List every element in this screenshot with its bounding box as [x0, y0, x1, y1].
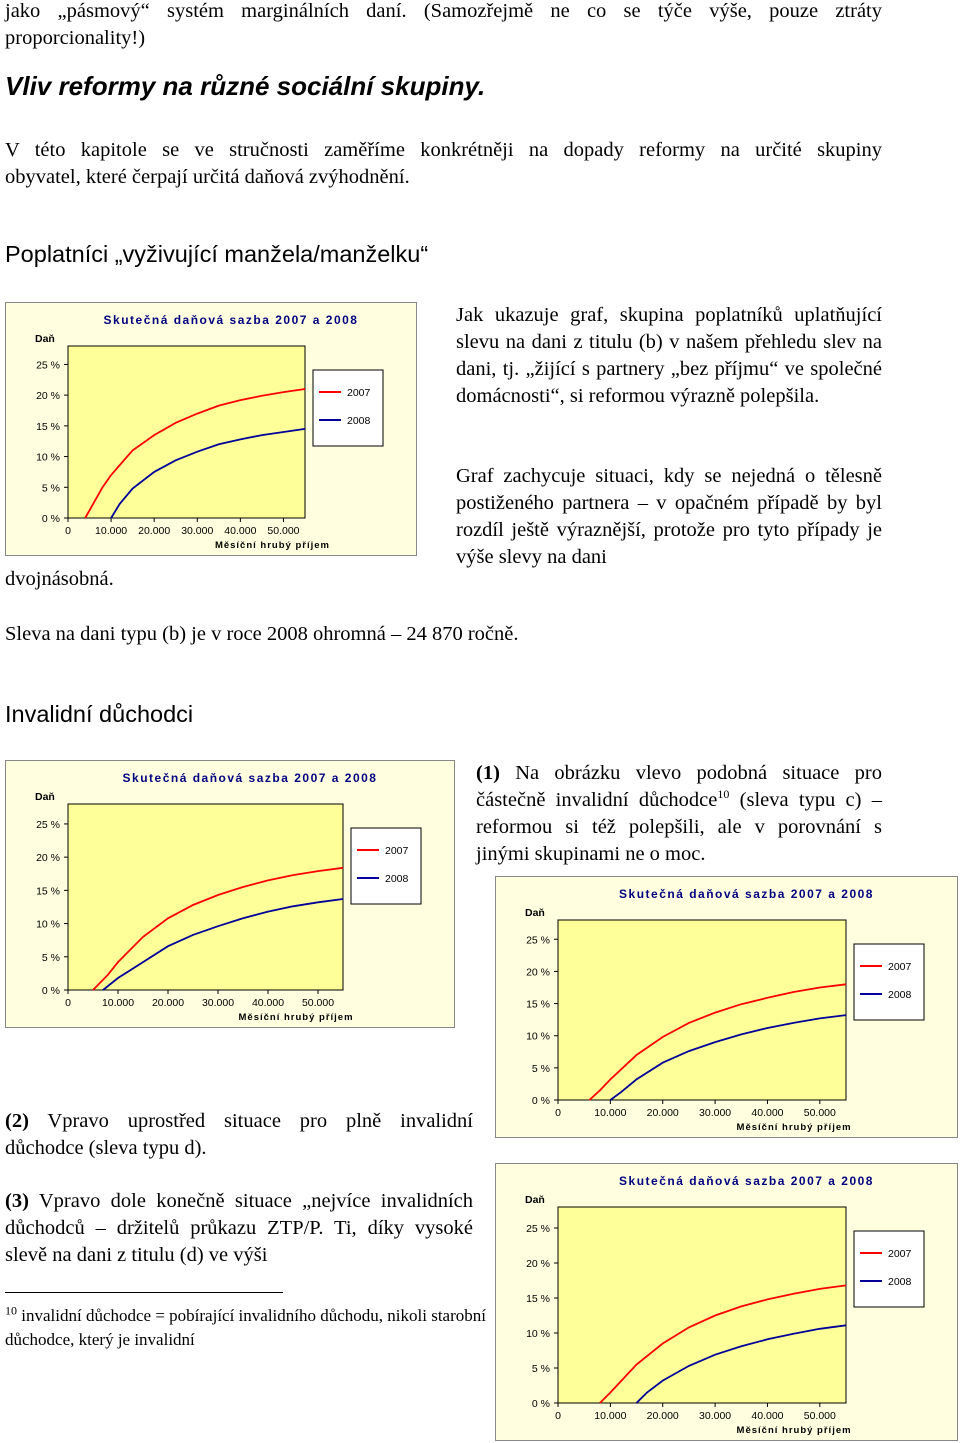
footnote-rule: [5, 1292, 283, 1293]
item-1-text-2: (sleva typu c) – reformou si též polepšili, ale v porovnání s jinými skupinami ne o moc.: [476, 789, 882, 865]
chart-title: Skutečná daňová sazba 2007 a 2008: [619, 887, 874, 901]
y-tick-label: 0 %: [41, 513, 60, 525]
sub1-heading: Poplatníci „vyživující manžela/manželku“: [5, 241, 429, 267]
legend-label-2008: 2008: [385, 873, 409, 885]
chart-2-svg: [5, 760, 455, 1028]
x-tick-label: 0: [555, 1410, 561, 1422]
x-tick-label: 50.000: [803, 1410, 836, 1422]
sub2-heading: Invalidní důchodci: [5, 701, 194, 727]
y-tick-label: 5 %: [41, 951, 60, 964]
chart-3: [495, 876, 958, 1138]
plot-area: [558, 920, 846, 1100]
section-para-line-2: obyvatel, které čerpají určitá daňová zvýhodnění.: [5, 166, 410, 188]
legend-label-2008: 2008: [888, 989, 912, 1001]
y-tick-label: 5 %: [531, 1363, 550, 1375]
legend-label-2008: 2008: [347, 415, 371, 427]
plot-area: [558, 1207, 846, 1403]
x-tick-label: 10.000: [101, 997, 135, 1009]
x-tick-label: 10.000: [95, 525, 128, 537]
chart-3-svg: [495, 876, 958, 1138]
legend-box: [854, 944, 924, 1020]
y-tick-label: 20 %: [526, 966, 550, 979]
x-tick-label: 20.000: [646, 1107, 679, 1119]
y-tick-label: 25 %: [526, 934, 550, 947]
x-tick-label: 40.000: [751, 1410, 784, 1422]
y-tick-label: 20 %: [36, 852, 60, 865]
x-tick-label: 0: [555, 1107, 561, 1119]
x-tick-label: 0: [65, 525, 71, 537]
sub2-item-3: [5, 1188, 473, 1269]
chart-1: [5, 302, 417, 556]
chart-title: Skutečná daňová sazba 2007 a 2008: [122, 771, 378, 785]
x-tick-label: 30.000: [201, 997, 235, 1009]
intro-line-1: jako „pásmový“ systém marginálních daní. (Samozřejmě ne co se týče výše, pouze ztráty: [5, 0, 882, 22]
footnote-ref: 10: [717, 787, 730, 802]
sub1-para-2: Graf zachycuje situaci, kdy se nejedná o tělesně postiženého partnera – v opačném případě by byl rozdíl ještě výraznější, protože pro tyto případy je výše slevy na dani: [456, 465, 882, 568]
footnote-number: 10: [5, 1303, 17, 1318]
y-tick-label: 25 %: [36, 818, 60, 831]
legend-box: [351, 828, 421, 904]
y-axis-label: Daň: [525, 907, 545, 919]
x-axis-label: Měsíční hrubý příjem: [238, 1012, 354, 1023]
chart-title: Skutečná daňová sazba 2007 a 2008: [619, 1174, 874, 1188]
x-tick-label: 30.000: [699, 1410, 732, 1422]
y-tick-label: 10 %: [526, 1030, 550, 1043]
legend-label-2007: 2007: [888, 1248, 912, 1260]
section-para-line-1: V této kapitole se ve stručnosti zaměříme konkrétněji na dopady reformy na určité skupiny: [5, 139, 882, 161]
x-tick-label: 40.000: [251, 997, 285, 1009]
chart-title: Skutečná daňová sazba 2007 a 2008: [103, 313, 359, 327]
legend-label-2007: 2007: [347, 387, 371, 399]
plot-area: [68, 346, 305, 518]
y-tick-label: 25 %: [526, 1223, 550, 1235]
sub2-item-2: [5, 1108, 473, 1162]
x-tick-label: 0: [65, 997, 71, 1009]
x-tick-label: 40.000: [751, 1107, 784, 1119]
y-tick-label: 0 %: [531, 1095, 550, 1107]
legend-box: [313, 370, 383, 446]
y-axis-label: Daň: [35, 791, 55, 803]
x-tick-label: 10.000: [594, 1410, 627, 1422]
legend-label-2007: 2007: [385, 845, 409, 857]
y-tick-label: 15 %: [526, 1293, 550, 1305]
x-tick-label: 50.000: [301, 997, 335, 1009]
x-axis-label: Měsíční hrubý příjem: [214, 540, 330, 551]
y-tick-label: 15 %: [526, 998, 550, 1011]
sub1-para-2-end: dvojnásobná.: [5, 568, 114, 590]
x-tick-label: 40.000: [224, 525, 257, 537]
x-axis-label: Měsíční hrubý příjem: [736, 1425, 852, 1436]
x-tick-label: 20.000: [151, 997, 185, 1009]
y-tick-label: 5 %: [531, 1062, 550, 1075]
y-tick-label: 0 %: [531, 1398, 550, 1410]
x-tick-label: 50.000: [803, 1107, 836, 1119]
y-axis-label: Daň: [35, 333, 55, 345]
x-tick-label: 30.000: [181, 525, 214, 537]
item-1-label: (1): [476, 762, 500, 784]
x-tick-label: 30.000: [699, 1107, 732, 1119]
chart-4-svg: [495, 1163, 958, 1441]
item-2-label: (2): [5, 1110, 29, 1132]
plot-area: [68, 804, 343, 990]
x-tick-label: 20.000: [646, 1410, 679, 1422]
legend-label-2008: 2008: [888, 1276, 912, 1288]
item-3-label: (3): [5, 1190, 29, 1212]
sub1-summary: Sleva na dani typu (b) je v roce 2008 ohromná – 24 870 ročně.: [5, 623, 519, 645]
y-tick-label: 15 %: [36, 420, 60, 433]
sub1-para-1: Jak ukazuje graf, skupina poplatníků uplatňující slevu na dani z titulu (b) v našem přehledu slev na dani, tj. „žijící s partnery „bez příjmu“ ve společné domácnosti“, si reformou výrazně polepšila.: [456, 304, 882, 407]
chart-1-svg: [5, 302, 417, 556]
legend-box: [854, 1231, 924, 1307]
y-tick-label: 20 %: [526, 1258, 550, 1270]
y-tick-label: 10 %: [526, 1328, 550, 1340]
legend-label-2007: 2007: [888, 961, 912, 973]
sub2-item-1: [476, 760, 882, 868]
item-3-text: Vpravo dole konečně situace „nejvíce invalidních důchodců – držitelů průkazu ZTP/P. Ti, díky vysoké slevě na dani z titulu (d) ve výši: [5, 1190, 473, 1266]
footnote-text: invalidní důchodce = pobírající invalidního důchodu, nikoli starobní důchodce, který je invalidní: [5, 1306, 486, 1349]
item-2-text: Vpravo uprostřed situace pro plně invalidní důchodce (sleva typu d).: [5, 1110, 473, 1159]
chart-4: [495, 1163, 958, 1441]
intro-line-2: proporcionality!): [5, 27, 146, 49]
x-tick-label: 10.000: [594, 1107, 627, 1119]
footnote: [5, 1304, 487, 1352]
y-axis-label: Daň: [525, 1194, 545, 1206]
x-tick-label: 50.000: [267, 525, 300, 537]
y-tick-label: 20 %: [36, 390, 60, 403]
x-tick-label: 20.000: [138, 525, 171, 537]
y-tick-label: 25 %: [36, 359, 60, 372]
item-1-text: Na obrázku vlevo podobná situace pro částečně invalidní důchodce: [476, 762, 882, 811]
y-tick-label: 5 %: [41, 482, 60, 495]
y-tick-label: 10 %: [36, 918, 60, 931]
y-tick-label: 0 %: [41, 985, 60, 997]
chart-2: [5, 760, 455, 1028]
y-tick-label: 15 %: [36, 885, 60, 898]
y-tick-label: 10 %: [36, 451, 60, 464]
section-heading: Vliv reformy na různé sociální skupiny.: [5, 71, 486, 101]
x-axis-label: Měsíční hrubý příjem: [736, 1122, 852, 1133]
